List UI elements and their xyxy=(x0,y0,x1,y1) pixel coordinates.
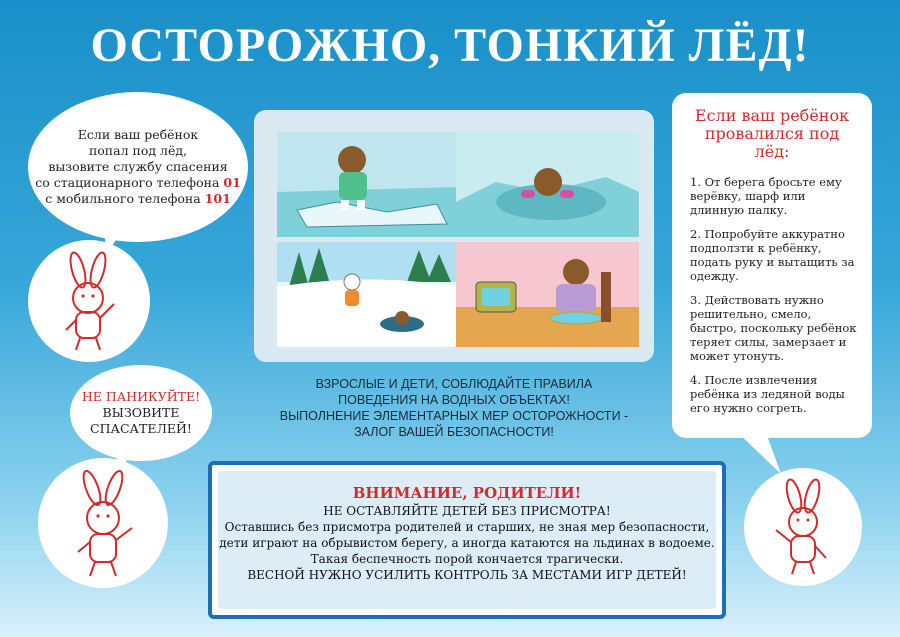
rabbit-rescue-icon xyxy=(277,242,460,347)
notice-line: НЕ ОСТАВЛЯЙТЕ ДЕТЕЙ БЕЗ ПРИСМОТРА! xyxy=(323,504,611,518)
comic-panel-rescue xyxy=(277,242,460,347)
instruction-item: 3. Действовать нужно решительно, смело, быстро, поскольку ребёнок теряет силы, замерзает и может утонуть. xyxy=(690,293,857,363)
rabbit-circle xyxy=(38,458,168,588)
rules-line: ВЫПОЛНЕНИЕ ЭЛЕМЕНТАРНЫХ МЕР ОСТОРОЖНОСТИ - xyxy=(279,409,629,423)
notice-line: дети играют на обрывистом берегу, а иногда катаются на льдинах в водоеме. xyxy=(219,536,715,550)
phone-number-101: 101 xyxy=(204,191,231,206)
comic-strip xyxy=(254,110,654,362)
rabbit-icon xyxy=(744,468,862,586)
bubble-line: Если ваш ребёнок xyxy=(77,127,199,142)
comic-panel-bear-on-ice xyxy=(277,132,460,237)
speech-bubble-no-panic xyxy=(70,365,212,461)
notice-content xyxy=(212,483,722,583)
rabbit-circle xyxy=(28,240,150,362)
bubble-line-warning: НЕ ПАНИКУЙТЕ! xyxy=(81,389,201,404)
bubble-line-mobile xyxy=(45,191,231,207)
instructions-title: Если ваш ребёнок провалился под лёд: xyxy=(694,106,850,161)
bubble-line: вызовите службу спасения xyxy=(48,159,228,174)
parents-notice-box xyxy=(208,461,726,619)
comic-panel-bear-warming xyxy=(456,242,639,347)
bubble-line: ВЫЗОВИТЕ xyxy=(102,405,180,420)
bubble-line: попал под лёд, xyxy=(88,143,188,158)
notice-title: ВНИМАНИЕ, РОДИТЕЛИ! xyxy=(352,484,582,502)
instructions-card xyxy=(672,93,872,438)
phone-number-01: 01 xyxy=(223,175,241,190)
bubble-line-phone xyxy=(35,175,241,191)
rules-line: ЗАЛОГ ВАШЕЙ БЕЗОПАСНОСТИ! xyxy=(354,425,554,439)
notice-line: Оставшись без присмотра родителей и старших, не зная мер безопасности, xyxy=(224,520,710,534)
notice-line: Такая беспечность порой кончается трагически. xyxy=(310,552,624,566)
rabbit-circle xyxy=(744,468,862,586)
speech-bubble-rescue-call xyxy=(28,92,248,242)
rabbit-icon xyxy=(38,458,168,588)
bubble-line: СПАСАТЕЛЕЙ! xyxy=(90,421,192,436)
instruction-item: 2. Попробуйте аккуратно подползти к ребёнку, подать руку и вытащить за одежду. xyxy=(690,227,855,283)
mobile-label: с мобильного телефона xyxy=(45,191,205,206)
comic-panel-bear-fell xyxy=(456,132,639,237)
poster-title: ОСТОРОЖНО, ТОНКИЙ ЛЁД! xyxy=(90,19,810,72)
notice-line: ВЕСНОЙ НУЖНО УСИЛИТЬ КОНТРОЛЬ ЗА МЕСТАМИ ИГР ДЕТЕЙ! xyxy=(247,568,687,582)
rules-line: ВЗРОСЛЫЕ И ДЕТИ, СОБЛЮДАЙТЕ ПРАВИЛА xyxy=(315,377,593,391)
phone-label: со стационарного телефона xyxy=(35,175,224,190)
bear-warming-icon xyxy=(456,242,639,347)
bear-on-ice-icon xyxy=(277,132,460,237)
safety-rules-text xyxy=(254,376,654,440)
rules-line: ПОВЕДЕНИЯ НА ВОДНЫХ ОБЪЕКТАХ! xyxy=(338,393,570,407)
bear-in-water-icon xyxy=(456,132,639,237)
rabbit-icon xyxy=(28,240,150,362)
instruction-item: 4. После извлечения ребёнка из ледяной воды его нужно согреть. xyxy=(690,373,845,415)
instruction-item: 1. От берега бросьте ему верёвку, шарф или длинную палку. xyxy=(690,175,842,217)
